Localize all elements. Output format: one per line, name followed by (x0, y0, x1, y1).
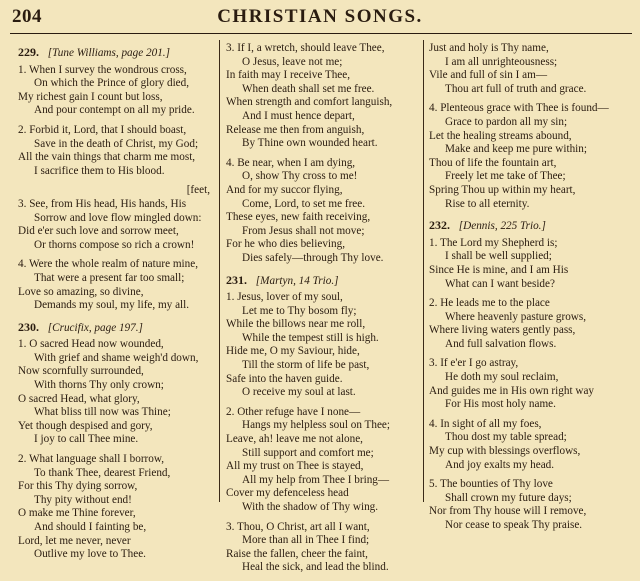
verse-line: For he who dies believing, (226, 238, 346, 251)
column-1 (18, 42, 214, 568)
verse-carryover: [feet, (186, 184, 210, 197)
verse-line: 3. If I, a wretch, should leave Thee, (226, 42, 385, 54)
stanza (18, 453, 214, 562)
verse-line: 4. Be near, when I am dying, (226, 156, 356, 169)
verse-line: Release me then from anguish, (226, 123, 365, 136)
verse-line: Make and keep me pure within; (445, 143, 587, 156)
verse-line: To thank Thee, dearest Friend, (34, 466, 171, 479)
verse-line: For this Thy dying sorrow, (18, 480, 138, 493)
verse-line: Where heavenly pasture grows, (445, 310, 587, 323)
stanza (226, 42, 424, 151)
verse-line: Thou of life the fountain art, (429, 156, 557, 169)
column-divider (219, 40, 220, 502)
verse-line: And for my succor flying, (226, 183, 343, 196)
stanza (18, 184, 214, 252)
verse-line: When strength and comfort languish, (226, 96, 393, 109)
verse-line: Still support and comfort me; (242, 446, 374, 459)
verse-line: Yet though despised and gory, (18, 419, 153, 432)
verse-line: Freely let me take of Thee; (445, 170, 566, 183)
verse-line: Till the storm of life be past, (242, 359, 370, 372)
verse-line: 3. Thou, O Christ, art all I want, (226, 520, 370, 533)
verse-line: Did e'er such love and sorrow meet, (18, 225, 179, 238)
verse-line: Dies safely—through Thy love. (242, 251, 384, 264)
hymn-number: 230. (18, 319, 39, 334)
verse-line: I am all unrighteousness; (445, 55, 558, 68)
stanza (429, 102, 635, 211)
stanza (226, 406, 424, 515)
verse-line: Love so amazing, so divine, (18, 285, 144, 298)
verse-line: O make me Thine forever, (18, 507, 136, 520)
verse-line: 1. When I survey the wondrous cross, (18, 63, 187, 76)
verse-line: Save in the death of Christ, my God; (34, 137, 199, 150)
hymn-heading-229 (18, 46, 214, 61)
verse-line: My richest gain I count but loss, (18, 90, 163, 103)
verse-line: All my trust on Thee is stayed, (226, 460, 364, 473)
verse-line: Safe into the haven guide. (226, 372, 343, 385)
verse-line: With thorns Thy only crown; (34, 379, 164, 392)
verse-line: Let the healing streams abound, (429, 129, 572, 142)
tune-reference: [Crucifix, page 197.] (47, 321, 143, 334)
verse-line: And guides me in His own right way (429, 384, 594, 397)
tune-reference: [Dennis, 225 Trio.] (458, 220, 546, 233)
verse-line: Raise the fallen, cheer the faint, (226, 547, 368, 560)
verse-line: And I must hence depart, (242, 109, 355, 122)
stanza (226, 291, 424, 400)
hymn-number: 231. (226, 272, 247, 287)
verse-line: While the tempest still is high. (242, 331, 379, 344)
verse-line: 1. The Lord my Shepherd is; (429, 236, 558, 249)
verse-line: In faith may I receive Thee, (226, 69, 351, 82)
verse-line: All the vain things that charm me most, (18, 151, 196, 164)
verse-line: Vile and full of sin I am— (429, 69, 548, 82)
stanza (18, 124, 214, 178)
stanza (429, 357, 635, 411)
verse-line: All my help from Thee I bring— (242, 473, 390, 486)
hymn-heading-230 (18, 321, 214, 336)
verse-line: 2. Forbid it, Lord, that I should boast, (18, 123, 187, 136)
verse-line: 4. Plenteous grace with Thee is found— (429, 102, 609, 115)
stanza (18, 338, 214, 447)
verse-line: Sorrow and love flow mingled down: (34, 211, 202, 224)
verse-line: With grief and shame weigh'd down, (34, 351, 199, 364)
tune-reference: [Martyn, 14 Trio.] (255, 274, 339, 287)
hymn-number: 229. (18, 45, 39, 59)
verse-line: O sacred Head, what glory, (18, 392, 140, 405)
verse-line: Nor from Thy house will I remove, (429, 505, 587, 518)
verse-line: I shall be well supplied; (445, 250, 552, 263)
verse-line: What can I want beside? (445, 277, 555, 290)
verse-line: Grace to pardon all my sin; (445, 115, 568, 128)
column-2 (226, 42, 424, 581)
verse-line: From Jesus shall not move; (242, 224, 365, 237)
verse-line: What bliss till now was Thine; (34, 406, 171, 419)
verse-line: Hide me, O my Saviour, hide, (226, 345, 360, 358)
column-3 (429, 42, 635, 539)
verse-line: 2. Other refuge have I none— (226, 405, 361, 418)
verse-line: With the shadow of Thy wing. (242, 501, 379, 513)
hymn-number: 232. (429, 218, 450, 233)
verse-line: 3. If e'er I go astray, (429, 357, 519, 370)
verse-line: Outlive my love to Thee. (34, 548, 146, 561)
stanza (429, 42, 635, 96)
verse-line: Rise to all eternity. (445, 197, 530, 210)
running-title: CHRISTIAN SONGS. (217, 6, 423, 27)
stanza (429, 418, 635, 472)
verse-line: That were a present far too small; (34, 271, 185, 284)
verse-line: Cover my defenceless head (226, 487, 349, 500)
stanza (226, 157, 424, 266)
verse-line: He doth my soul reclaim, (445, 371, 559, 384)
stanza (18, 258, 214, 312)
verse-line: Thou art full of truth and grace. (445, 82, 587, 95)
verse-line: Thou dost my table spread; (445, 431, 567, 444)
verse-line: O receive my soul at last. (242, 386, 356, 399)
hymn-heading-232 (429, 219, 635, 234)
verse-line: Nor cease to speak Thy praise. (445, 519, 583, 531)
verse-line: Demands my soul, my life, my all. (34, 299, 190, 312)
stanza (429, 237, 635, 291)
verse-line: And full salvation flows. (445, 337, 557, 350)
verse-line: 2. What language shall I borrow, (18, 453, 165, 466)
hymn-heading-231 (226, 274, 424, 289)
verse-line: These eyes, new faith receiving, (226, 211, 371, 224)
verse-line: 2. He leads me to the place (429, 297, 550, 310)
stanza (226, 521, 424, 575)
verse-line: 3. See, from His head, His hands, His (18, 197, 187, 210)
verse-line: Now scornfully surrounded, (18, 365, 144, 378)
verse-line: O Jesus, leave not me; (242, 55, 343, 68)
verse-line: Leave, ah! leave me not alone, (226, 433, 363, 446)
verse-line: Since He is mine, and I am His (429, 263, 569, 276)
verse-line: Come, Lord, to set me free. (242, 197, 366, 210)
verse-line: Lord, let me never, never (18, 534, 131, 547)
verse-line: And pour contempt on all my pride. (34, 104, 195, 117)
verse-line: I sacrifice them to His blood. (34, 164, 165, 177)
verse-line: O, show Thy cross to me! (242, 170, 358, 183)
verse-line: My cup with blessings overflows, (429, 445, 581, 458)
verse-line: For His most holy name. (445, 398, 556, 411)
verse-line: 1. O sacred Head now wounded, (18, 338, 164, 351)
verse-line: Where living waters gently pass, (429, 324, 576, 337)
verse-line: When death shall set me free. (242, 82, 375, 95)
verse-line: Hangs my helpless soul on Thee; (242, 419, 391, 432)
page-number: 204 (12, 6, 42, 27)
page-header (0, 0, 640, 36)
verse-line: More than all in Thee I find; (242, 534, 370, 547)
stanza (429, 297, 635, 351)
verse-line: While the billows near me roll, (226, 318, 366, 331)
verse-line: 4. Were the whole realm of nature mine, (18, 258, 198, 271)
verse-line: Or thorns compose so rich a crown! (34, 238, 195, 251)
verse-line: 4. In sight of all my foes, (429, 417, 542, 430)
header-rule (10, 33, 632, 34)
verse-line: Thy pity without end! (34, 493, 132, 506)
verse-line: 5. The bounties of Thy love (429, 478, 553, 491)
verse-line: I joy to call Thee mine. (34, 433, 139, 446)
verse-line: And joy exalts my head. (445, 458, 555, 471)
verse-line: By Thine own wounded heart. (242, 137, 378, 150)
verse-line: Just and holy is Thy name, (429, 42, 549, 54)
verse-line: Heal the sick, and lead the blind. (242, 561, 389, 574)
verse-line: 1. Jesus, lover of my soul, (226, 291, 343, 304)
verse-line: Spring Thou up within my heart, (429, 183, 576, 196)
verse-line: And should I fainting be, (34, 521, 147, 533)
tune-reference: [Tune Williams, page 201.] (47, 47, 170, 59)
stanza (18, 64, 214, 118)
stanza (429, 478, 635, 532)
verse-line: On which the Prince of glory died, (34, 77, 190, 90)
verse-line: Shall crown my future days; (445, 491, 572, 504)
verse-line: Let me to Thy bosom fly; (242, 304, 357, 317)
